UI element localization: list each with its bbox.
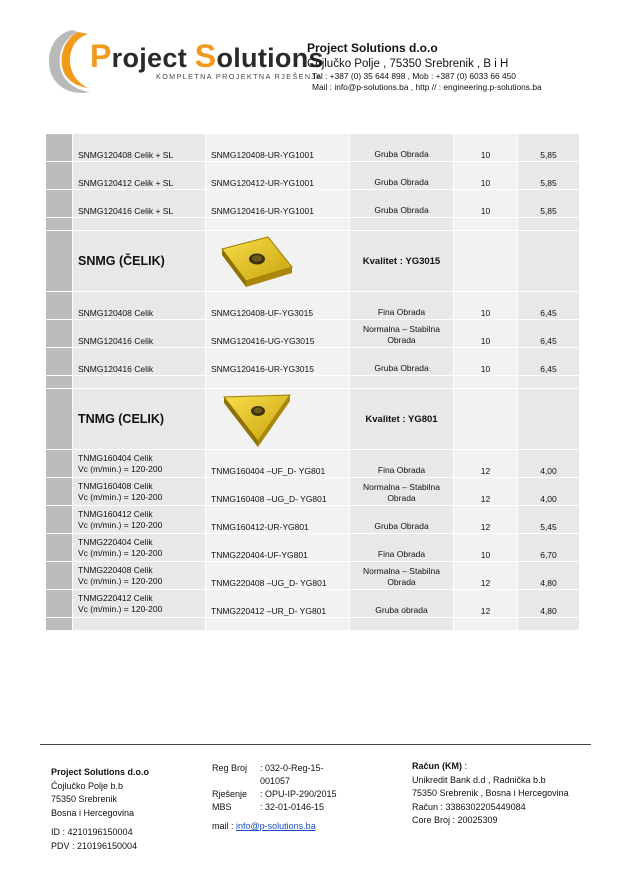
price-cell [518, 162, 579, 189]
mbs-value: : 32-01-0146-15 [260, 802, 325, 812]
operation-cell [350, 478, 453, 505]
empty-cell [518, 218, 579, 230]
code-cell [206, 134, 349, 161]
qty-cell [454, 190, 517, 217]
item-code: SNMG120416-UG-YG3015 [211, 336, 315, 346]
operation-cell [350, 292, 453, 319]
row-marker-cell [46, 292, 72, 319]
item-operation: Normalna – Stabilna Obrada [362, 324, 440, 345]
section-title: SNMG (ČELIK) [78, 254, 165, 268]
section-header-row [46, 388, 579, 449]
row-marker-cell [46, 231, 72, 291]
item-operation: Gruba Obrada [374, 177, 429, 187]
item-cutting-speed: Vc (m/min.) = 120-200 [78, 604, 163, 614]
item-code: SNMG120408-UR-YG1001 [211, 150, 314, 160]
quality-cell [350, 389, 453, 449]
table-row [46, 561, 579, 589]
footer-pdv: PDV : 210196150004 [51, 840, 138, 851]
company-address: Ćojlučko Polje , 75350 Srebrenik , B i H [307, 58, 509, 70]
bank-address: 75350 Srebrenik , Bosna i Hercegovina [412, 788, 569, 798]
item-description: SNMG120416 Celik + SL [78, 206, 174, 216]
qty-cell [454, 348, 517, 375]
item-description: TNMG220412 Celik [78, 593, 153, 603]
item-qty: 10 [480, 550, 491, 560]
empty-cell [73, 218, 205, 230]
item-cutting-speed: Vc (m/min.) = 120-200 [78, 464, 163, 474]
footer-company-name: Project Solutions d.o.o [51, 767, 150, 777]
row-marker-cell [46, 218, 72, 230]
item-qty: 10 [480, 364, 491, 374]
table-row [46, 189, 579, 217]
item-qty: 12 [480, 606, 491, 616]
item-qty: 12 [480, 494, 491, 504]
item-price: 4,80 [540, 578, 557, 588]
item-qty: 12 [480, 466, 491, 476]
item-description: TNMG220408 Celik [78, 565, 153, 575]
item-price: 5,85 [540, 206, 557, 216]
row-marker-cell [46, 562, 72, 589]
price-cell [518, 562, 579, 589]
table-row [46, 319, 579, 347]
company-mail-web: Mail : info@p-solutions.ba , http // : engineering.p-solutions.ba [312, 82, 542, 92]
empty-cell [206, 618, 349, 630]
item-cutting-speed: Vc (m/min.) = 120-200 [78, 548, 163, 558]
item-code: TNMG160404 –UF_D- YG801 [211, 466, 326, 476]
logo-text-roject: roject [111, 43, 195, 73]
row-marker-cell [46, 506, 72, 533]
item-code: TNMG220408 –UG_D- YG801 [211, 578, 327, 588]
table-row [46, 505, 579, 533]
bank-name: Unikredit Bank d.d , Radnička b.b [412, 774, 546, 785]
desc-cell [73, 162, 205, 189]
row-marker-cell [46, 348, 72, 375]
company-name: Project Solutions d.o.o [307, 41, 438, 55]
item-cutting-speed: Vc (m/min.) = 120-200 [78, 520, 163, 530]
qty-cell [454, 162, 517, 189]
code-cell [206, 506, 349, 533]
operation-cell [350, 534, 453, 561]
item-qty: 12 [480, 578, 491, 588]
item-cutting-speed: Vc (m/min.) = 120-200 [78, 576, 163, 586]
qty-cell [454, 562, 517, 589]
spacer-row [46, 217, 579, 230]
empty-cell [454, 231, 517, 291]
bank-account: Račun : 3386302205449084 [412, 801, 526, 812]
empty-cell [518, 376, 579, 388]
item-code: TNMG160412-UR-YG801 [211, 522, 309, 532]
logo-initial-s: S [194, 38, 217, 74]
table-row [46, 589, 579, 617]
section-title: TNMG (CELIK) [78, 412, 165, 426]
operation-cell [350, 562, 453, 589]
reg-value-cont: 001057 [260, 776, 291, 786]
item-operation: Normalna – Stabilna Obrada [362, 566, 440, 587]
price-cell [518, 478, 579, 505]
qty-cell [454, 450, 517, 477]
desc-cell [73, 190, 205, 217]
empty-cell [454, 618, 517, 630]
item-operation: Gruba obrada [375, 605, 428, 615]
operation-cell [350, 348, 453, 375]
empty-cell [454, 218, 517, 230]
section-quality: Kvalitet : YG801 [365, 413, 438, 425]
code-cell [206, 320, 349, 347]
desc-cell [73, 478, 205, 505]
item-description: SNMG120416 Celik [78, 364, 154, 374]
item-price: 5,85 [540, 178, 557, 188]
price-cell [518, 450, 579, 477]
spacer-row [46, 617, 579, 630]
row-marker-cell [46, 534, 72, 561]
table-row [46, 449, 579, 477]
item-operation: Gruba Obrada [374, 205, 429, 215]
price-cell [518, 134, 579, 161]
item-operation: Normalna – Stabilna Obrada [362, 482, 440, 503]
mbs-label: MBS [212, 802, 232, 812]
item-price: 4,00 [540, 466, 557, 476]
qty-cell [454, 134, 517, 161]
price-cell [518, 534, 579, 561]
qty-cell [454, 506, 517, 533]
row-marker-cell [46, 320, 72, 347]
table-row [46, 477, 579, 505]
item-code: TNMG220404-UF-YG801 [211, 550, 308, 560]
reg-value: : 032-0-Reg-15- [260, 763, 324, 773]
item-price: 4,80 [540, 606, 557, 616]
logo-initial-p: P [90, 38, 112, 74]
item-qty: 10 [480, 178, 491, 188]
logo-text-olutions: olutions [216, 43, 324, 73]
item-price: 6,45 [540, 336, 557, 346]
mail-label: mail : [212, 821, 237, 831]
desc-cell [73, 562, 205, 589]
item-description: TNMG220404 Celik [78, 537, 153, 547]
empty-cell [518, 231, 579, 291]
price-cell [518, 590, 579, 617]
code-cell [206, 190, 349, 217]
tnmg-insert-icon [218, 389, 296, 449]
operation-cell [350, 590, 453, 617]
item-price: 6,45 [540, 364, 557, 374]
desc-cell [73, 292, 205, 319]
item-code: TNMG220412 –UR_D- YG801 [211, 606, 327, 616]
item-price: 5,85 [540, 150, 557, 160]
empty-cell [73, 618, 205, 630]
item-code: TNMG160408 –UG_D- YG801 [211, 494, 327, 504]
item-description: SNMG120416 Celik [78, 336, 154, 346]
item-operation: Gruba Obrada [374, 521, 429, 531]
item-qty: 10 [480, 206, 491, 216]
item-qty: 10 [480, 308, 491, 318]
row-marker-cell [46, 190, 72, 217]
price-cell [518, 348, 579, 375]
footer-address-line: Ćojlučko Polje b.b [51, 780, 124, 791]
code-cell [206, 590, 349, 617]
empty-cell [350, 218, 453, 230]
section-title-cell [73, 389, 205, 449]
item-code: SNMG120408-UF-YG3015 [211, 308, 314, 318]
row-marker-cell [46, 389, 72, 449]
item-qty: 10 [480, 150, 491, 160]
footer-bank [412, 760, 569, 828]
empty-cell [454, 389, 517, 449]
quality-cell [350, 231, 453, 291]
footer-country-line: Bosna i Hercegovina [51, 807, 135, 818]
item-description: TNMG160408 Celik [78, 481, 153, 491]
section-header-row [46, 230, 579, 291]
row-marker-cell [46, 590, 72, 617]
table-row [46, 533, 579, 561]
item-operation: Fina Obrada [377, 465, 426, 475]
empty-cell [206, 218, 349, 230]
footer-id: ID : 4210196150004 [51, 827, 133, 837]
table-row [46, 161, 579, 189]
item-qty: 10 [480, 336, 491, 346]
qty-cell [454, 534, 517, 561]
operation-cell [350, 162, 453, 189]
item-operation: Gruba Obrada [374, 149, 429, 159]
code-cell [206, 562, 349, 589]
code-cell [206, 292, 349, 319]
desc-cell [73, 590, 205, 617]
operation-cell [350, 134, 453, 161]
empty-cell [206, 376, 349, 388]
company-logo [44, 26, 324, 98]
item-operation: Fina Obrada [377, 549, 426, 559]
desc-cell [73, 506, 205, 533]
code-cell [206, 450, 349, 477]
item-code: SNMG120416-UR-YG3015 [211, 364, 314, 374]
code-cell [206, 162, 349, 189]
table-row [46, 133, 579, 161]
table-row [46, 291, 579, 319]
snmg-insert-icon [218, 233, 296, 289]
section-quality: Kvalitet : YG3015 [362, 255, 441, 267]
item-description: SNMG120408 Celik + SL [78, 150, 174, 160]
bank-title: Račun (KM) [412, 761, 462, 771]
mail-link[interactable]: info@p-solutions.ba [236, 821, 316, 831]
desc-cell [73, 534, 205, 561]
row-marker-cell [46, 162, 72, 189]
item-price: 6,70 [540, 550, 557, 560]
bank-title-suffix: : [462, 761, 468, 771]
desc-cell [73, 134, 205, 161]
empty-cell [350, 376, 453, 388]
code-cell [206, 478, 349, 505]
desc-cell [73, 348, 205, 375]
item-code: SNMG120412-UR-YG1001 [211, 178, 314, 188]
operation-cell [350, 320, 453, 347]
item-price: 4,00 [540, 494, 557, 504]
insert-image-cell [206, 389, 349, 449]
item-description: TNMG160412 Celik [78, 509, 153, 519]
spacer-row [46, 375, 579, 388]
price-cell [518, 320, 579, 347]
item-price: 5,45 [540, 522, 557, 532]
price-cell [518, 506, 579, 533]
section-title-cell [73, 231, 205, 291]
company-phone: Tel : +387 (0) 35 644 898 , Mob : +387 (0) 6033 66 450 [312, 71, 516, 81]
item-qty: 12 [480, 522, 491, 532]
empty-cell [454, 376, 517, 388]
footer-registration [212, 762, 337, 833]
item-code: SNMG120416-UR-YG1001 [211, 206, 314, 216]
row-marker-cell [46, 134, 72, 161]
price-cell [518, 190, 579, 217]
qty-cell [454, 478, 517, 505]
table-row [46, 347, 579, 375]
qty-cell [454, 320, 517, 347]
code-cell [206, 348, 349, 375]
row-marker-cell [46, 478, 72, 505]
rjesenje-value: : OPU-IP-290/2015 [260, 789, 337, 799]
row-marker-cell [46, 376, 72, 388]
item-description: TNMG160404 Celik [78, 453, 153, 463]
company-info [307, 41, 542, 93]
row-marker-cell [46, 618, 72, 630]
bank-core: Core Broj : 20025309 [412, 815, 498, 825]
reg-label: Reg Broj [212, 763, 248, 773]
row-marker-cell [46, 450, 72, 477]
footer-divider [40, 744, 591, 745]
qty-cell [454, 590, 517, 617]
empty-cell [518, 618, 579, 630]
qty-cell [454, 292, 517, 319]
item-description: SNMG120412 Celik + SL [78, 178, 174, 188]
desc-cell [73, 450, 205, 477]
logo-tagline: KOMPLETNA PROJEKTNA RJEŠENJA [156, 72, 323, 81]
item-operation: Fina Obrada [377, 307, 426, 317]
empty-cell [518, 389, 579, 449]
item-price: 6,45 [540, 308, 557, 318]
empty-cell [350, 618, 453, 630]
insert-image-cell [206, 231, 349, 291]
operation-cell [350, 450, 453, 477]
price-cell [518, 292, 579, 319]
operation-cell [350, 506, 453, 533]
rjesenje-label: Rješenje [212, 789, 248, 799]
footer-company [51, 766, 149, 853]
footer-city-line: 75350 Srebrenik [51, 794, 118, 804]
empty-cell [73, 376, 205, 388]
operation-cell [350, 190, 453, 217]
price-table [46, 133, 579, 630]
item-description: SNMG120408 Celik [78, 308, 154, 318]
code-cell [206, 534, 349, 561]
item-cutting-speed: Vc (m/min.) = 120-200 [78, 492, 163, 502]
item-operation: Gruba Obrada [374, 363, 429, 373]
desc-cell [73, 320, 205, 347]
